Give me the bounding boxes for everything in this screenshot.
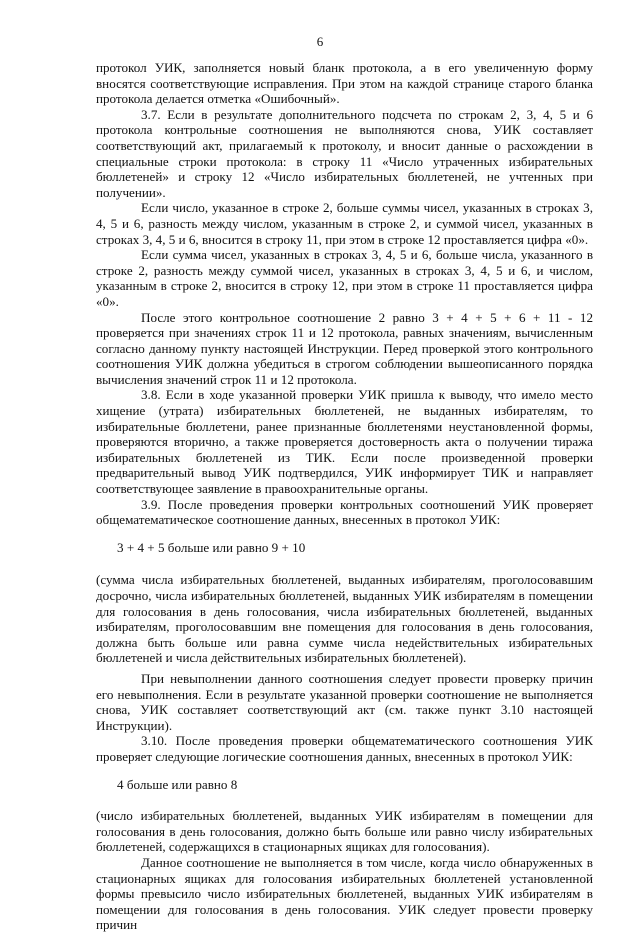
- paragraph-line2-greater: Если число, указанное в строке 2, больше суммы чисел, указанных в строках 3, 4, 5 и 6, разность между числом, указанным в строке 2, и суммой чисел, указанных в строках 3, 4, 5 и 6, вносится в строку 11, при этом в строке 12 проставляется цифра «0».: [96, 200, 593, 247]
- paragraph-noncompliance: При невыполнении данного соотношения следует провести проверку причин его невыполнения. Если в результате указанной проверки соотношение не выполняется снова, УИК составляет соответствующий акт (см. также пункт 3.10 настоящей Инструкции).: [96, 670, 593, 733]
- paragraph-3-10: 3.10. После проведения проверки общематематического соотношения УИК проверяет следующие логические соотношения данных, внесенных в протокол УИК:: [96, 733, 593, 764]
- paragraph-control-ratio: После этого контрольное соотношение 2 равно 3 + 4 + 5 + 6 + 11 - 12 проверяется при значениях строк 11 и 12 протокола, равных значениям, вычисленным согласно данному пункту настоящей Инструкции. Перед проверкой этого контрольного соотношения УИК должна убедиться в строгом соблюдении вышеописанного порядка вычисления значений строк 11 и 12 протокола.: [96, 309, 593, 387]
- paragraph-sum-greater: Если сумма чисел, указанных в строках 3, 4, 5 и 6, больше числа, указанного в строке 2, разность между суммой чисел, указанных в строках 3, 4, 5 и 6, и числом, указанным в строке 2, вносится в строку 12, при этом в строке 11 проставляется цифра «0».: [96, 247, 593, 309]
- paragraph-formula-explanation: (сумма числа избирательных бюллетеней, выданных избирателям, проголосовавшим досрочно, числа избирательных бюллетеней, выданных УИК избирателям в помещении для голосования в день голосования, числа избирательных бюллетеней, выданных избирателям, проголосовавшим вне помещения для голосования в день голосования, должна быть больше или равна сумме числа недействительных избирательных бюллетеней и числа действительных избирательных бюллетеней).: [96, 572, 593, 666]
- page-number: 6: [316, 34, 324, 49]
- paragraph-protocol-continuation: протокол УИК, заполняется новый бланк протокола, а в его увеличенную форму вносятся соответствующие исправления. При этом на каждой странице старого бланка протокола делается отметка «Ошибочный».: [96, 60, 593, 107]
- formula-3-4-5-vs-9-10: 3 + 4 + 5 больше или равно 9 + 10: [117, 539, 306, 555]
- formula-4-vs-8: 4 больше или равно 8: [117, 776, 238, 792]
- paragraph-3-8: 3.8. Если в ходе указанной проверки УИК пришла к выводу, что имело место хищение (утрата) избирательных бюллетеней, не выданных избирателям, то избирательные бюллетени, ранее признанные бюллетенями неустановленной формы, проверяются вторично, а также проверяется достоверность акта о получении тиража избирательных бюллетеней из ТИК. Если после произведенной проверки предварительный вывод УИК подтвердился, УИК информирует ТИК и направляет соответствующее заявление в правоохранительные органы.: [96, 387, 593, 497]
- document-body: [96, 60, 593, 933]
- paragraph-formula2-explanation: (число избирательных бюллетеней, выданных УИК избирателям в помещении для голосования в день голосования, должно быть больше или равно числу избирательных бюллетеней, содержащихся в стационарных ящиках для голосования).: [96, 808, 593, 855]
- paragraph-ratio-not-met: Данное соотношение не выполняется в том числе, когда число обнаруженных в стационарных ящиках для голосования избирательных бюллетеней установленной формы превысило число избирательных бюллетеней, выданных УИК избирателям в помещении для голосования в день голосования. УИК следует провести проверку причин: [96, 854, 593, 933]
- paragraph-3-9: 3.9. После проведения проверки контрольных соотношений УИК проверяет общематематическое соотношение данных, внесенных в протокол УИК:: [96, 496, 593, 528]
- paragraph-3-7: 3.7. Если в результате дополнительного подсчета по строкам 2, 3, 4, 5 и 6 протокола контрольные соотношения не выполняются снова, УИК составляет соответствующий акт, прилагаемый к протоколу, и вносит данные о расхождении в специальные строки протокола: в строку 11 «Число утраченных избирательных бюллетеней» и строку 12 «Число избирательных бюллетеней, не учтенных при получении».: [96, 106, 593, 200]
